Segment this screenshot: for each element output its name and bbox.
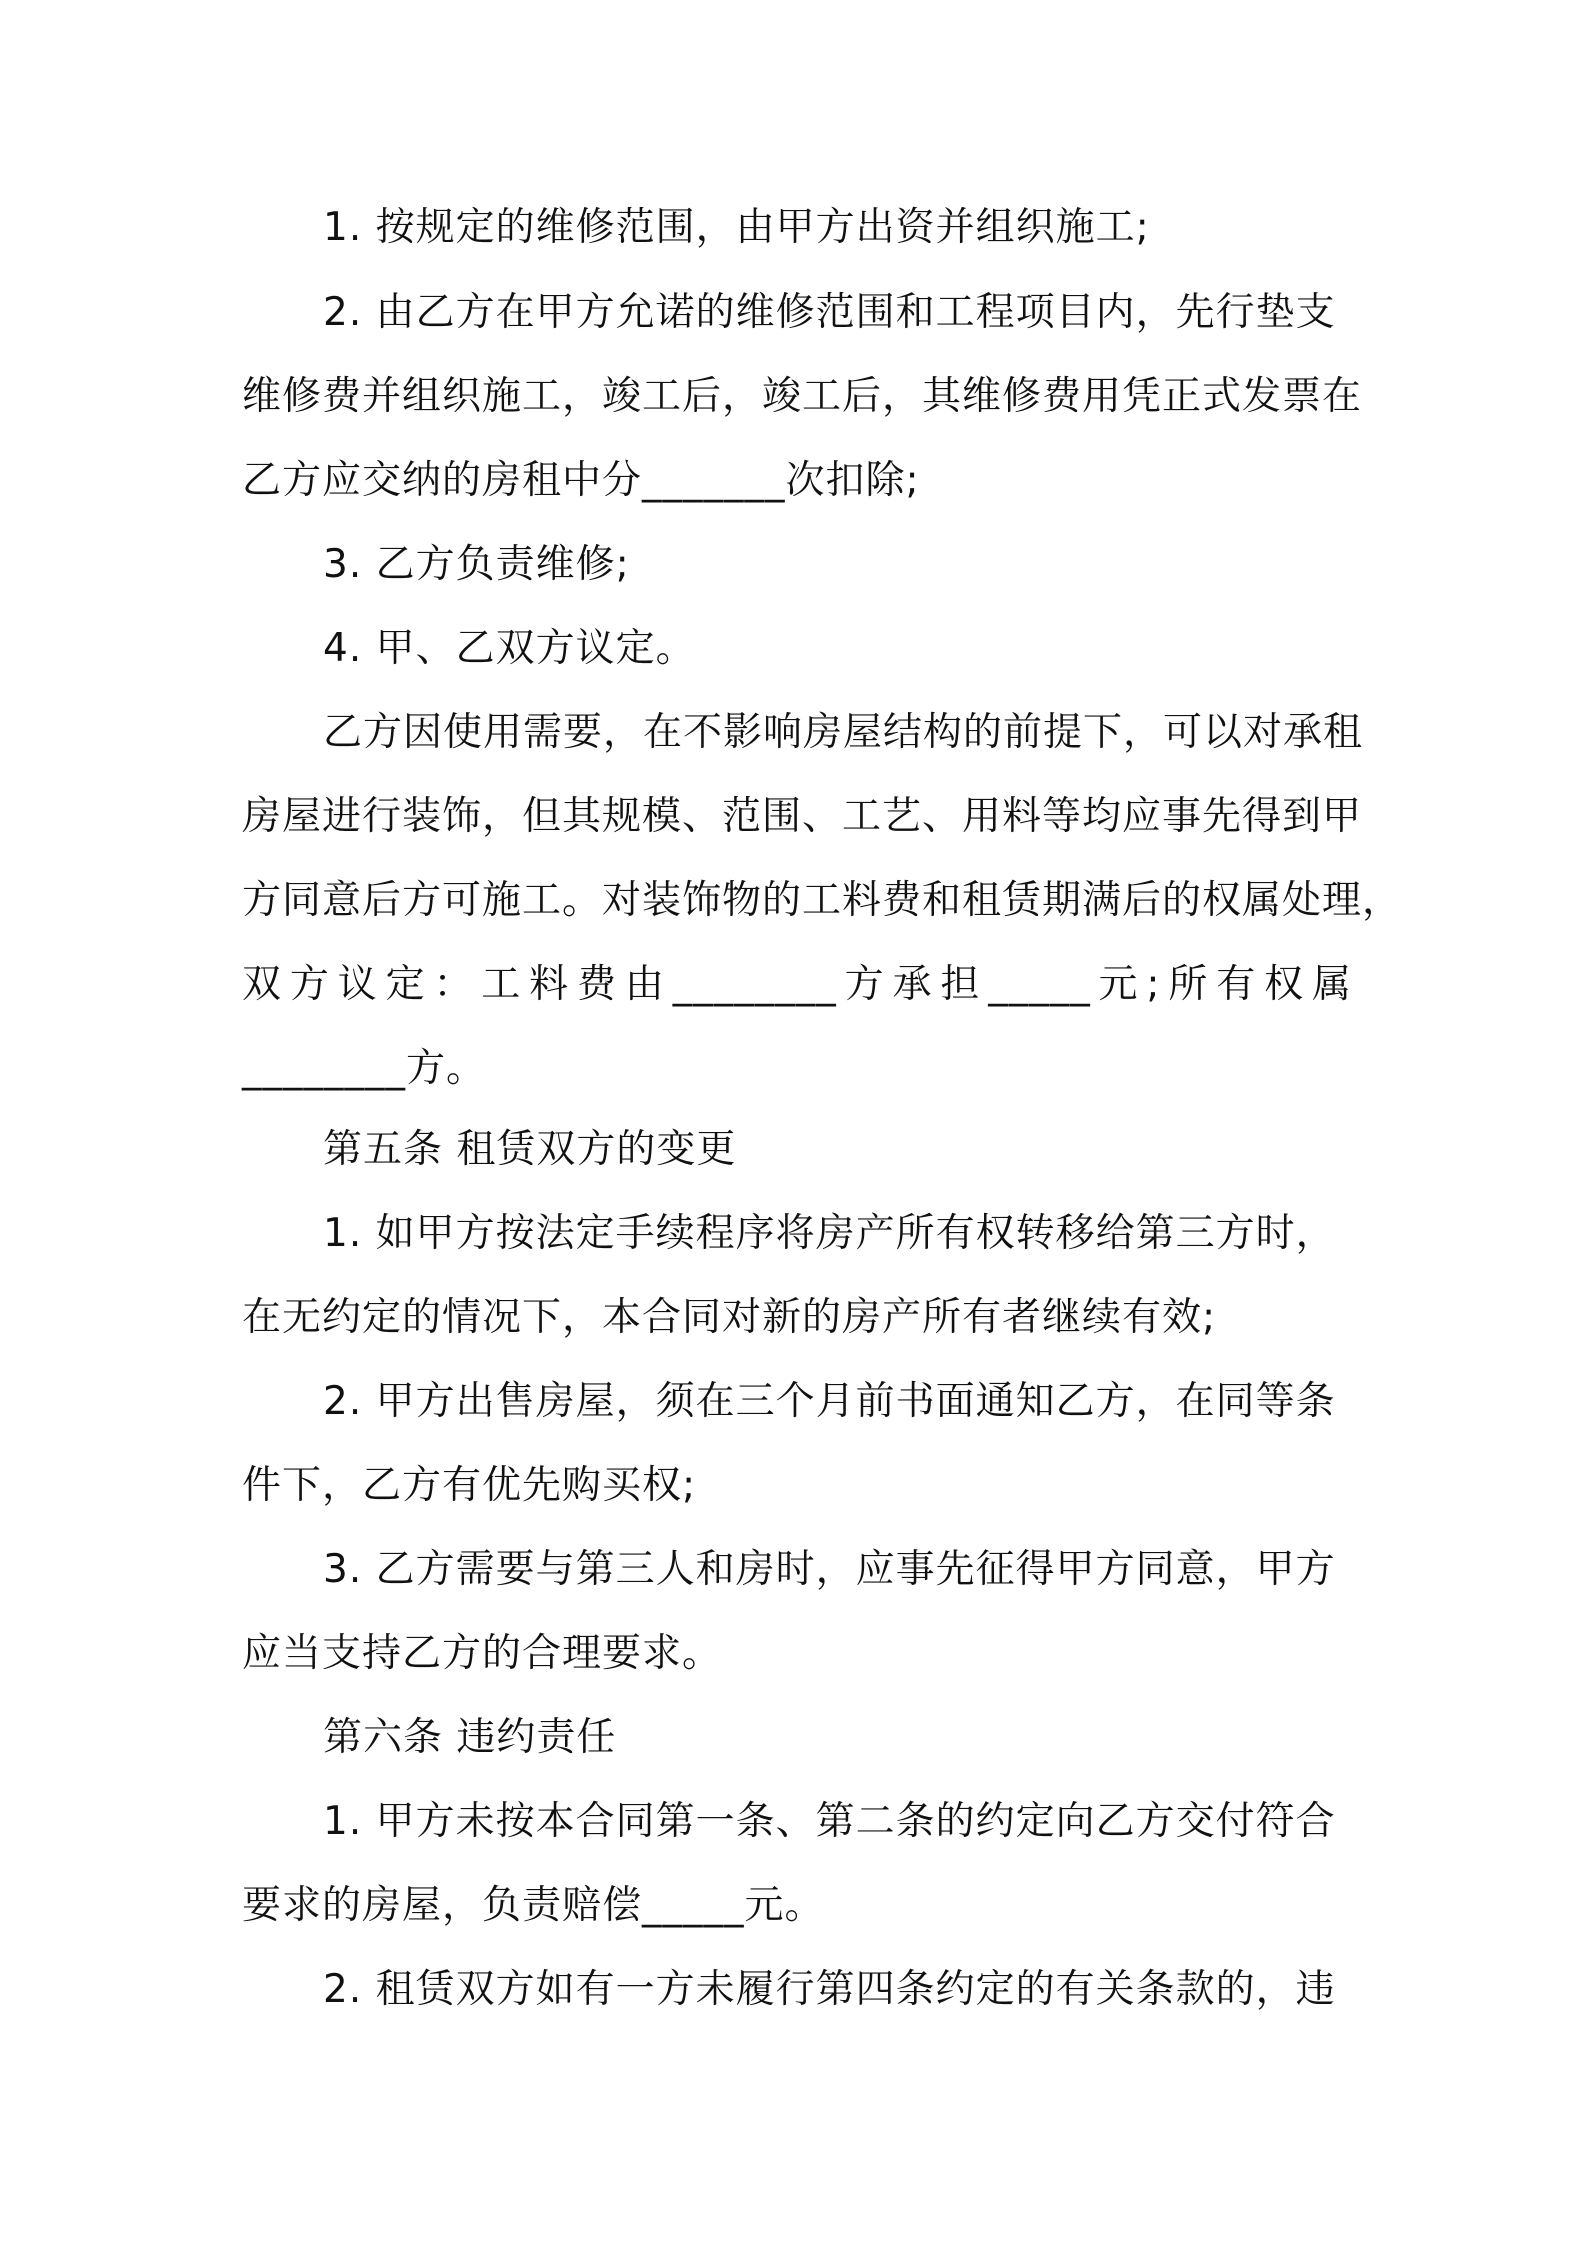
clause-repair-option-3: 3. 乙方负责维修; [323, 542, 630, 587]
clause-repair-option-2-line-2: 维修费并组织施工，竣工后，竣工后，其维修费用凭正式发票在 [242, 374, 1363, 419]
article-5-item-3-line-1: 3. 乙方需要与第三人和房时，应事先征得甲方同意，甲方 [323, 1547, 1336, 1592]
article-5-item-3-line-2: 应当支持乙方的合理要求。 [242, 1631, 723, 1676]
decoration-paragraph-line-2: 房屋进行装饰，但其规模、范围、工艺、用料等均应事先得到甲 [242, 794, 1363, 839]
article-6-item-1-line-2: 要求的房屋，负责赔偿_____元。 [242, 1883, 825, 1928]
article-5-item-1-line-2: 在无约定的情况下，本合同对新的房产所有者继续有效; [242, 1295, 1217, 1340]
decoration-paragraph-line-4: 双方议定：工料费由________方承担_____元;所有权属 [242, 962, 1352, 1007]
decoration-paragraph-line-5: ________方。 [242, 1046, 487, 1091]
decoration-paragraph-line-1: 乙方因使用需要，在不影响房屋结构的前提下，可以对承租 [323, 710, 1364, 755]
article-5-item-1-line-1: 1. 如甲方按法定手续程序将房产所有权转移给第三方时， [323, 1211, 1336, 1256]
clause-repair-option-2-line-3: 乙方应交纳的房租中分_______次扣除; [242, 458, 920, 503]
clause-repair-option-2-line-1: 2. 由乙方在甲方允诺的维修范围和工程项目内，先行垫支 [323, 290, 1336, 335]
clause-repair-option-4: 4. 甲、乙双方议定。 [323, 626, 696, 671]
decoration-paragraph-line-3: 方同意后方可施工。对装饰物的工料费和租赁期满后的权属处理， [242, 878, 1403, 923]
article-5-item-2-line-1: 2. 甲方出售房屋，须在三个月前书面通知乙方，在同等条 [323, 1379, 1336, 1424]
article-5-heading: 第五条 租赁双方的变更 [323, 1127, 737, 1172]
article-5-item-2-line-2: 件下，乙方有优先购买权; [242, 1463, 697, 1508]
article-6-item-1-line-1: 1. 甲方未按本合同第一条、第二条的约定向乙方交付符合 [323, 1799, 1336, 1844]
clause-repair-option-1: 1. 按规定的维修范围，由甲方出资并组织施工; [323, 205, 1150, 250]
article-6-heading: 第六条 违约责任 [323, 1715, 617, 1760]
article-6-item-2-line-1: 2. 租赁双方如有一方未履行第四条约定的有关条款的，违 [323, 1967, 1336, 2012]
